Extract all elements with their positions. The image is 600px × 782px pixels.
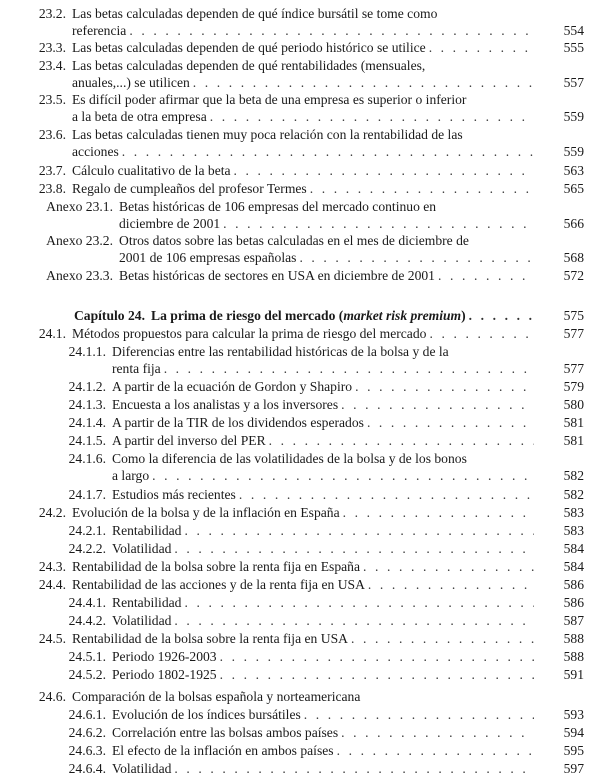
toc-page-number: 593 xyxy=(563,707,584,722)
toc-leader-dots xyxy=(181,523,534,539)
toc-entry-number: 24.1.3. xyxy=(68,397,106,412)
toc-entry-title-line xyxy=(72,40,534,56)
toc-page-number: 582 xyxy=(563,468,584,484)
toc-entry-title: Cálculo cualitativo de la beta xyxy=(72,163,231,178)
toc-entry-title-line xyxy=(72,109,534,125)
toc-entry-number: 24.4.1. xyxy=(68,595,106,610)
toc-page-number: 568 xyxy=(563,250,584,266)
toc-entry-title-line: Las betas calculadas dependen de qué índice bursátil se tome como xyxy=(72,6,438,21)
toc-leader-dots xyxy=(426,326,534,342)
toc-entry-title: Rentabilidad de la bolsa sobre la renta fija en España xyxy=(72,559,361,574)
toc-entry-title-line xyxy=(112,613,534,629)
toc-page-number: 588 xyxy=(563,649,584,664)
toc-leader-dots xyxy=(217,667,534,683)
toc-leader-dots xyxy=(171,613,534,629)
toc-page-number: 594 xyxy=(563,725,584,740)
toc-page-number: 584 xyxy=(563,541,584,556)
toc-page-number: 563 xyxy=(563,163,584,178)
toc-entry-title: El efecto de la inflación en ambos países xyxy=(112,743,334,758)
toc-entry-title-line xyxy=(72,689,584,705)
toc-entry-number: 24.4. xyxy=(38,577,66,592)
toc-leader-dots xyxy=(301,707,534,723)
toc-leader-dots xyxy=(190,75,534,91)
toc-page-number: 588 xyxy=(563,631,584,646)
toc-entry-title-line: Es difícil poder afirmar que la beta de una empresa es superior o inferior xyxy=(72,92,467,107)
toc-page-number: 575 xyxy=(563,308,584,323)
toc-page-number: 555 xyxy=(563,40,584,55)
toc-entry-title-line xyxy=(119,268,534,284)
toc-page-number: 582 xyxy=(563,487,584,502)
toc-entry-number: 24.1. xyxy=(38,326,66,341)
toc-page-number: 565 xyxy=(563,181,584,196)
toc-leader-dots xyxy=(348,631,534,647)
toc-leader-dots xyxy=(334,743,534,759)
toc-entry-title-line xyxy=(72,23,534,39)
toc-entry-number: 24.6.4. xyxy=(68,761,106,776)
toc-entry-number: 24.1.2. xyxy=(68,379,106,394)
toc-leader-dots xyxy=(149,468,534,484)
toc-entry-title-line xyxy=(112,725,534,741)
toc-entry-number: 23.2. xyxy=(38,6,66,21)
toc-entry-title-line xyxy=(112,379,534,395)
toc-page-number: 566 xyxy=(563,216,584,232)
toc-leader-dots xyxy=(181,595,534,611)
toc-entry-title-line xyxy=(112,468,534,484)
toc-page-number: 583 xyxy=(563,505,584,520)
toc-leader-dots xyxy=(338,725,534,741)
toc-entry-title-line xyxy=(112,397,534,413)
toc-leader-dots xyxy=(220,216,534,232)
toc-entry-title-line xyxy=(72,75,534,91)
toc-entry-title: Las betas calculadas dependen de qué periodo histórico se utilice xyxy=(72,40,426,55)
toc-entry-title-line xyxy=(112,761,534,777)
toc-entry-title: anuales,...) se utilicen xyxy=(72,75,190,91)
toc-entry-title: Comparación de la bolsas española y norteamericana xyxy=(72,689,361,704)
toc-entry-title-line: Betas históricas de 106 empresas del mercado continuo en xyxy=(119,199,437,214)
toc-leader-dots xyxy=(217,649,534,665)
toc-page-number: 559 xyxy=(563,144,584,160)
toc-entry-title-line xyxy=(112,541,534,557)
toc-entry-title-line xyxy=(72,181,534,197)
toc-entry-title-line xyxy=(112,667,534,683)
toc-entry-number: 24.1.7. xyxy=(68,487,106,502)
toc-leader-dots xyxy=(307,181,534,197)
toc-entry-title: La prima de riesgo del mercado (market risk premium) xyxy=(151,308,466,323)
toc-entry-number: 24.6.2. xyxy=(68,725,106,740)
toc-page-number: 577 xyxy=(563,361,584,377)
toc-entry-title-line xyxy=(112,523,534,539)
toc-entry-title: Evolución de la bolsa y de la inflación en España xyxy=(72,505,340,520)
toc-leader-dots xyxy=(161,361,534,377)
toc-page-number: 581 xyxy=(563,415,584,430)
toc-entry-number: Capítulo 24. xyxy=(73,308,145,323)
toc-leader-dots xyxy=(340,505,534,521)
toc-entry-title-line xyxy=(112,649,534,665)
toc-leader-dots xyxy=(365,577,534,593)
toc-leader-dots xyxy=(266,433,534,449)
toc-entry-title: a largo xyxy=(112,468,150,484)
toc-entry-title-line xyxy=(112,433,534,449)
toc-entry-title-line xyxy=(112,595,534,611)
toc-leader-dots xyxy=(426,40,534,56)
toc-entry-title-line: Las betas calculadas tienen muy poca relación con la rentabilidad de las xyxy=(72,127,463,142)
toc-entry-title: Evolución de los índices bursátiles xyxy=(112,707,301,722)
toc-leader-dots xyxy=(360,559,534,575)
toc-entry-title: Volatilidad xyxy=(112,761,172,776)
toc-entry-number: 23.5. xyxy=(38,92,66,107)
toc-page-number: 595 xyxy=(563,743,584,758)
toc-entry-title: Rentabilidad xyxy=(112,595,182,610)
toc-leader-dots xyxy=(126,23,534,39)
toc-entry-number: 24.2.2. xyxy=(68,541,106,556)
toc-entry-title: referencia xyxy=(72,23,127,39)
toc-entry-title-line xyxy=(151,308,534,324)
toc-page-number: 557 xyxy=(563,75,584,91)
toc-entry-number: 24.1.5. xyxy=(68,433,106,448)
toc-entry-number: Anexo 23.2. xyxy=(46,233,113,248)
toc-entry-title: diciembre de 2001 xyxy=(119,216,221,232)
toc-entry-number: 24.5.1. xyxy=(68,649,106,664)
toc-entry-title: A partir de la TIR de los dividendos esperados xyxy=(112,415,364,430)
toc-entry-number: 24.1.1. xyxy=(68,344,106,359)
toc-leader-dots xyxy=(119,144,534,160)
toc-entry-title: Encuesta a los analistas y a los inversores xyxy=(112,397,339,412)
toc-entry-title-line xyxy=(72,326,534,342)
toc-entry-number: 23.8. xyxy=(38,181,66,196)
toc-page-number: 572 xyxy=(563,268,584,283)
toc-entry-number: 23.3. xyxy=(38,40,66,55)
toc-page-number: 581 xyxy=(563,433,584,448)
toc-entry-title-line xyxy=(112,487,534,503)
toc-entry-title: Métodos propuestos para calcular la prima de riesgo del mercado xyxy=(72,326,427,341)
toc-page-number: 586 xyxy=(563,595,584,610)
toc-leader-dots xyxy=(296,250,534,266)
toc-entry-number: 24.4.2. xyxy=(68,613,106,628)
toc-entry-number: 24.6.1. xyxy=(68,707,106,722)
toc-entry-title: Rentabilidad de la bolsa sobre la renta fija en USA xyxy=(72,631,348,646)
toc-leader-dots xyxy=(338,397,534,413)
toc-entry-title-line xyxy=(119,250,534,266)
toc-leader-dots xyxy=(364,415,534,431)
toc-entry-title: Regalo de cumpleaños del profesor Termes xyxy=(72,181,307,196)
toc-leader-dots xyxy=(352,379,534,395)
toc-page-number: 584 xyxy=(563,559,584,574)
toc-leader-dots xyxy=(171,761,534,777)
toc-entry-number: Anexo 23.3. xyxy=(46,268,113,283)
toc-entry-title: Rentabilidad de las acciones y de la renta fija en USA xyxy=(72,577,365,592)
toc-entry-title: 2001 de 106 empresas españolas xyxy=(119,250,297,266)
toc-page-number: 579 xyxy=(563,379,584,394)
toc-entry-title: a la beta de otra empresa xyxy=(72,109,207,125)
toc-leader-dots xyxy=(236,487,534,503)
toc-entry-title-line xyxy=(72,163,534,179)
toc-entry-number: 23.7. xyxy=(38,163,66,178)
toc-entry-title: Correlación entre las bolsas ambos países xyxy=(112,725,339,740)
toc-entry-title: A partir de la ecuación de Gordon y Shapiro xyxy=(112,379,353,394)
toc-entry-title: renta fija xyxy=(112,361,161,377)
toc-page-number: 580 xyxy=(563,397,584,412)
toc-leader-dots xyxy=(466,308,534,324)
toc-entry-title: Volatilidad xyxy=(112,613,172,628)
toc-entry-title: Betas históricas de sectores en USA en diciembre de 2001 xyxy=(119,268,435,283)
toc-entry-number: 24.6.3. xyxy=(68,743,106,758)
toc-entry-title-line xyxy=(119,216,534,232)
toc-entry-title-line xyxy=(72,505,534,521)
toc-entry-title: acciones xyxy=(72,144,119,160)
toc-entry-title-line xyxy=(112,415,534,431)
toc-entry-number: 24.1.6. xyxy=(68,451,106,466)
toc-entry-title-line xyxy=(112,707,534,723)
toc-entry-title: Volatilidad xyxy=(112,541,172,556)
toc-entry-title-line xyxy=(112,743,534,759)
toc-leader-dots xyxy=(231,163,534,179)
toc-entry-title: Periodo 1802-1925 xyxy=(112,667,217,682)
toc-entry-title-line xyxy=(72,144,534,160)
toc-leader-dots xyxy=(207,109,534,125)
toc-page-number: 597 xyxy=(563,761,584,776)
toc-entry-number: 24.5. xyxy=(38,631,66,646)
toc-entry-number: 24.2.1. xyxy=(68,523,106,538)
toc-leader-dots xyxy=(171,541,534,557)
toc-page-number: 586 xyxy=(563,577,584,592)
toc-entry-title: Estudios más recientes xyxy=(112,487,236,502)
toc-entry-title-line xyxy=(72,631,534,647)
toc-entry-number: 23.6. xyxy=(38,127,66,142)
toc-entry-title: Rentabilidad xyxy=(112,523,182,538)
toc-entry-number: 24.5.2. xyxy=(68,667,106,682)
toc-entry-title-line: Como la diferencia de las volatilidades de la bolsa y de los bonos xyxy=(112,451,467,466)
toc-page-number: 591 xyxy=(563,667,584,682)
toc-entry-title: A partir del inverso del PER xyxy=(112,433,266,448)
toc-entry-title-line: Otros datos sobre las betas calculadas en el mes de diciembre de xyxy=(119,233,469,248)
toc-page-number: 554 xyxy=(563,23,584,39)
toc-entry-number: 24.3. xyxy=(38,559,66,574)
toc-entry-number: Anexo 23.1. xyxy=(46,199,113,214)
toc-entry-title-line: Diferencias entre las rentabilidad históricas de la bolsa y de la xyxy=(112,344,449,359)
toc-page-number: 577 xyxy=(563,326,584,341)
toc-page-number: 587 xyxy=(563,613,584,628)
toc-entry-title-line: Las betas calculadas dependen de qué rentabilidades (mensuales, xyxy=(72,58,426,73)
toc-entry-title-line xyxy=(112,361,534,377)
toc-leader-dots xyxy=(435,268,534,284)
toc-entry-title-line xyxy=(72,577,534,593)
toc-page-number: 559 xyxy=(563,109,584,125)
toc-entry-number: 24.6. xyxy=(38,689,66,704)
toc-entry-number: 24.1.4. xyxy=(68,415,106,430)
toc-entry-title: Periodo 1926-2003 xyxy=(112,649,217,664)
toc-entry-number: 23.4. xyxy=(38,58,66,73)
toc-entry-title-line xyxy=(72,559,534,575)
toc-entry-number: 24.2. xyxy=(38,505,66,520)
toc-page-number: 583 xyxy=(563,523,584,538)
